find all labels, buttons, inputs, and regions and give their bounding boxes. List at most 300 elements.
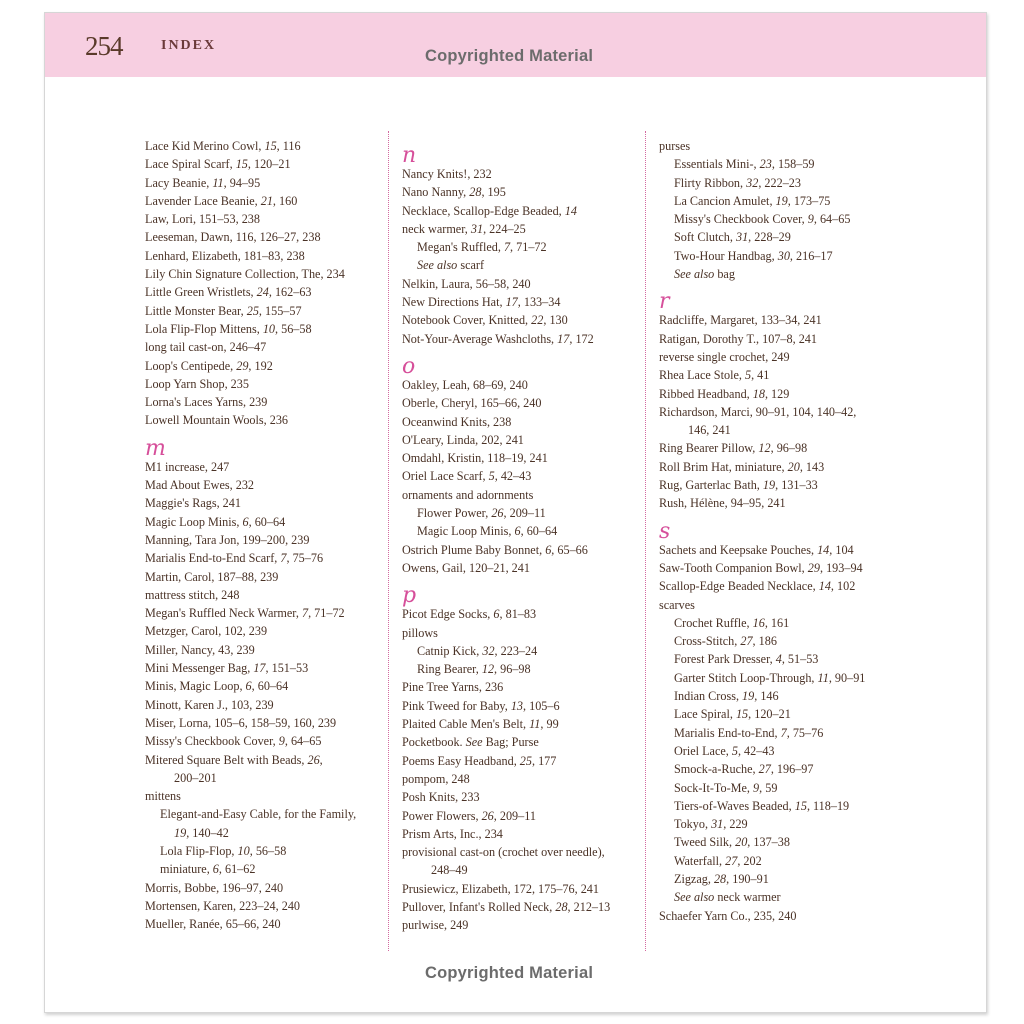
index-entry bbox=[402, 376, 638, 394]
index-subentry bbox=[659, 228, 899, 246]
entry-italic: 25 bbox=[246, 303, 259, 318]
index-entry bbox=[402, 311, 638, 329]
entry-pages: , 56–58 bbox=[249, 843, 287, 858]
entry-text: Ostrich Plume Baby Bonnet, bbox=[402, 542, 546, 557]
entry-italic: 27 bbox=[725, 853, 738, 868]
index-subentry bbox=[659, 852, 899, 870]
entry-text: Little Monster Bear, bbox=[145, 303, 247, 318]
index-entry bbox=[145, 155, 381, 173]
index-subentry bbox=[659, 614, 899, 632]
entry-text: Roll Brim Hat, miniature, bbox=[659, 459, 788, 474]
index-entry-continuation bbox=[145, 824, 381, 842]
entry-text: Ribbed Headband, bbox=[659, 386, 753, 401]
index-entry bbox=[659, 476, 899, 494]
entry-italic: 32 bbox=[482, 643, 495, 658]
entry-text: Mortensen, Karen, 223–24, 240 bbox=[145, 898, 301, 913]
entry-text: Power Flowers, bbox=[402, 808, 482, 823]
entry-italic: 23 bbox=[759, 157, 772, 172]
index-entry bbox=[145, 357, 381, 375]
entry-pages: , 120–21 bbox=[748, 707, 791, 722]
entry-pages: , 60–64 bbox=[248, 514, 286, 529]
entry-italic: 19 bbox=[762, 478, 776, 493]
entry-text: scarves bbox=[659, 597, 695, 612]
index-entry bbox=[145, 897, 381, 915]
entry-pages: , 42–43 bbox=[494, 469, 532, 484]
entry-text: Scallop-Edge Beaded Necklace, bbox=[659, 579, 819, 594]
entry-italic: 29 bbox=[236, 358, 249, 373]
entry-pages: , 160 bbox=[272, 193, 298, 208]
section-title: INDEX bbox=[161, 38, 217, 53]
letter-heading: s bbox=[659, 518, 671, 544]
entry-pages: , 64–65 bbox=[284, 734, 322, 749]
entry-pages: , 75–76 bbox=[286, 551, 324, 566]
index-subentry bbox=[402, 238, 638, 256]
entry-text: Oceanwind Knits, 238 bbox=[402, 414, 512, 429]
entry-text: Zigzag, bbox=[674, 871, 714, 886]
index-subentry bbox=[659, 192, 899, 210]
entry-italic: 9 bbox=[753, 780, 760, 795]
entry-text: Smock-a-Ruche, bbox=[674, 762, 759, 777]
index-entry bbox=[145, 375, 381, 393]
entry-text: reverse single crochet, 249 bbox=[659, 349, 790, 364]
entry-italic: 14 bbox=[818, 579, 831, 594]
entry-text: Radcliffe, Margaret, 133–34, 241 bbox=[659, 313, 822, 328]
entry-pages: , 75–76 bbox=[786, 725, 824, 740]
entry-pages: , 94–95 bbox=[223, 175, 261, 190]
entry-text: provisional cast-on (crochet over needle), bbox=[402, 845, 605, 860]
entry-italic: 20 bbox=[735, 835, 748, 850]
entry-italic: 26 bbox=[307, 752, 320, 767]
entry-italic: 12 bbox=[481, 662, 495, 677]
index-entry bbox=[402, 825, 638, 843]
entry-text: Nelkin, Laura, 56–58, 240 bbox=[402, 276, 531, 291]
index-entry bbox=[145, 787, 381, 805]
entry-italic: 14 bbox=[817, 542, 830, 557]
entry-text: Megan's Ruffled, bbox=[417, 240, 504, 255]
entry-italic: 11 bbox=[212, 175, 224, 190]
entry-pages: , 146 bbox=[754, 689, 779, 704]
entry-text: Nano Nanny, bbox=[402, 185, 470, 200]
index-entry bbox=[145, 513, 381, 531]
entry-text: Magic Loop Minis, bbox=[145, 514, 243, 529]
index-entry bbox=[402, 916, 638, 934]
entry-text: Loop's Centipede, bbox=[145, 358, 237, 373]
entry-text: Loop Yarn Shop, 235 bbox=[145, 376, 249, 391]
entry-pages: scarf bbox=[457, 258, 485, 273]
index-entry bbox=[145, 458, 381, 476]
entry-pages: , 202 bbox=[737, 853, 762, 868]
entry-pages: , 130 bbox=[543, 313, 568, 328]
index-entry bbox=[402, 541, 638, 559]
entry-italic: 31 bbox=[735, 230, 749, 245]
entry-italic: 26 bbox=[491, 506, 504, 521]
index-subentry bbox=[145, 860, 381, 878]
index-entry bbox=[145, 586, 381, 604]
entry-pages: , 133–34 bbox=[517, 295, 561, 310]
entry-italic: 31 bbox=[470, 221, 484, 236]
index-entry bbox=[402, 733, 638, 751]
index-entry bbox=[402, 413, 638, 431]
index-subentry bbox=[659, 724, 899, 742]
entry-text: Sock-It-To-Me, bbox=[674, 780, 754, 795]
entry-text: Miser, Lorna, 105–6, 158–59, 160, 239 bbox=[145, 715, 337, 730]
entry-italic: 17 bbox=[557, 331, 570, 346]
entry-text: Morris, Bobbe, 196–97, 240 bbox=[145, 880, 284, 895]
entry-pages: , 116 bbox=[276, 139, 301, 153]
entry-text: Catnip Kick, bbox=[417, 643, 483, 658]
index-entry bbox=[402, 467, 638, 485]
index-subentry bbox=[659, 210, 899, 228]
index-entry bbox=[402, 394, 638, 412]
index-entry bbox=[402, 275, 638, 293]
index-entry bbox=[402, 788, 638, 806]
entry-text: Missy's Checkbook Cover, bbox=[674, 212, 808, 227]
index-subentry bbox=[659, 669, 899, 687]
entry-text: La Cancion Amulet, bbox=[674, 193, 776, 208]
index-entry bbox=[402, 220, 638, 238]
entry-pages: , 193–94 bbox=[819, 560, 863, 575]
entry-pages: , 186 bbox=[752, 634, 777, 649]
entry-italic: 24 bbox=[256, 285, 269, 300]
index-subentry bbox=[145, 842, 381, 860]
index-entry-continuation bbox=[145, 769, 381, 787]
index-entry bbox=[145, 915, 381, 933]
index-entry bbox=[402, 697, 638, 715]
entry-italic: 28 bbox=[469, 185, 482, 200]
entry-italic: See also bbox=[674, 890, 715, 905]
entry-pages: neck warmer bbox=[714, 890, 781, 905]
entry-italic: 5 bbox=[744, 368, 752, 383]
entry-pages: , 195 bbox=[481, 185, 506, 200]
index-subentry bbox=[402, 642, 638, 660]
entry-text: Nancy Knits!, 232 bbox=[402, 167, 492, 181]
index-subentry bbox=[659, 247, 899, 265]
index-entry bbox=[659, 494, 899, 512]
entry-italic: 19 bbox=[742, 689, 755, 704]
index-entry bbox=[402, 431, 638, 449]
entry-pages: , 137–38 bbox=[747, 835, 790, 850]
entry-pages: , 173–75 bbox=[787, 193, 831, 208]
entry-text: Prusiewicz, Elizabeth, 172, 175–76, 241 bbox=[402, 881, 599, 896]
index-entry bbox=[145, 476, 381, 494]
entry-text: Elegant-and-Easy Cable, for the Family, bbox=[160, 807, 357, 822]
index-entry bbox=[659, 907, 899, 925]
entry-text: Picot Edge Socks, bbox=[402, 607, 494, 622]
index-entry bbox=[145, 210, 381, 228]
index-column-2 bbox=[402, 137, 638, 935]
entry-text: Martin, Carol, 187–88, 239 bbox=[145, 569, 279, 584]
entry-text: Oakley, Leah, 68–69, 240 bbox=[402, 377, 528, 392]
entry-italic: 19 bbox=[174, 825, 187, 840]
entry-italic: 21 bbox=[260, 193, 273, 208]
entry-italic: 27 bbox=[758, 762, 771, 777]
entry-pages: , 222–23 bbox=[758, 175, 801, 190]
index-entry bbox=[145, 732, 381, 750]
index-subentry bbox=[659, 815, 899, 833]
index-entry bbox=[659, 458, 899, 476]
entry-text: Manning, Tara Jon, 199–200, 239 bbox=[145, 532, 310, 547]
page-number: 254 bbox=[85, 31, 123, 61]
entry-italic: 7 bbox=[780, 725, 787, 740]
entry-text: purlwise, 249 bbox=[402, 918, 469, 933]
index-entry bbox=[402, 678, 638, 696]
entry-italic: 5 bbox=[731, 743, 738, 758]
index-entry bbox=[402, 293, 638, 311]
entry-text: Metzger, Carol, 102, 239 bbox=[145, 624, 268, 639]
index-entry bbox=[659, 577, 899, 595]
entry-text: Necklace, Scallop-Edge Beaded, bbox=[402, 203, 565, 218]
entry-text: Not-Your-Average Washcloths, bbox=[402, 331, 558, 346]
index-entry bbox=[402, 165, 638, 183]
entry-text: Maggie's Rags, 241 bbox=[145, 496, 241, 511]
entry-pages: , 151–53 bbox=[265, 661, 309, 676]
entry-text: Little Green Wristlets, bbox=[145, 285, 257, 300]
index-entry bbox=[145, 320, 381, 338]
entry-pages: , 172 bbox=[569, 331, 594, 346]
entry-text: miniature, bbox=[160, 862, 213, 877]
index-subentry bbox=[659, 705, 899, 723]
index-entry bbox=[402, 202, 638, 220]
entry-italic: 28 bbox=[713, 871, 727, 886]
entry-pages: Bag; Purse bbox=[482, 735, 539, 750]
watermark-bottom: Copyrighted Material bbox=[425, 964, 594, 982]
entry-pages: , 96–98 bbox=[494, 662, 531, 677]
index-entry bbox=[402, 880, 638, 898]
entry-text: Mad About Ewes, 232 bbox=[145, 478, 255, 493]
entry-pages: , 131–33 bbox=[775, 478, 818, 493]
entry-text: Oriel Lace Scarf, bbox=[402, 469, 489, 484]
entry-italic: 6 bbox=[493, 607, 500, 622]
index-subentry bbox=[402, 660, 638, 678]
entry-text: Pullover, Infant's Rolled Neck, bbox=[402, 899, 556, 914]
entry-text: ornaments and adornments bbox=[402, 487, 534, 502]
index-entry bbox=[402, 624, 638, 642]
entry-italic: 29 bbox=[807, 560, 820, 575]
index-subentry bbox=[659, 779, 899, 797]
entry-text: Lace Spiral Scarf, bbox=[145, 157, 236, 172]
index-subentry bbox=[659, 155, 899, 173]
entry-text: Tweed Silk, bbox=[674, 835, 736, 850]
entry-pages: , 90–91 bbox=[828, 670, 866, 685]
entry-text: neck warmer, bbox=[402, 221, 471, 236]
entry-italic: 15 bbox=[735, 707, 749, 722]
entry-pages: , 118–19 bbox=[806, 798, 850, 813]
entry-pages: , 209–11 bbox=[493, 808, 536, 823]
entry-italic: 9 bbox=[807, 212, 814, 227]
entry-italic: 19 bbox=[775, 193, 788, 208]
column-divider bbox=[388, 131, 389, 951]
entry-text: Notebook Cover, Knitted, bbox=[402, 313, 532, 328]
index-entry bbox=[145, 604, 381, 622]
index-entry bbox=[402, 752, 638, 770]
entry-text: Prism Arts, Inc., 234 bbox=[402, 826, 503, 841]
index-entry bbox=[145, 174, 381, 192]
entry-text: Lola Flip-Flop, bbox=[160, 843, 238, 858]
entry-text: Mueller, Ranée, 65–66, 240 bbox=[145, 917, 281, 932]
entry-pages: , 104 bbox=[829, 542, 854, 557]
entry-text: Soft Clutch, bbox=[674, 230, 736, 245]
entry-italic: 13 bbox=[510, 698, 524, 713]
entry-italic: 20 bbox=[787, 459, 800, 474]
entry-text: Ring Bearer, bbox=[417, 662, 482, 677]
index-entry bbox=[145, 879, 381, 897]
index-entry bbox=[145, 338, 381, 356]
entry-italic: 9 bbox=[278, 734, 285, 749]
entry-italic: 5 bbox=[488, 469, 495, 484]
entry-text: Minis, Magic Loop, bbox=[145, 679, 246, 694]
entry-italic: 15 bbox=[794, 798, 807, 813]
entry-pages: , 59 bbox=[759, 780, 778, 795]
entry-text: Tiers-of-Waves Beaded, bbox=[674, 798, 795, 813]
entry-italic: 11 bbox=[529, 717, 541, 732]
entry-text: Lavender Lace Beanie, bbox=[145, 193, 261, 208]
entry-italic: 7 bbox=[301, 606, 309, 621]
index-entry bbox=[659, 366, 899, 384]
entry-text: Poems Easy Headband, bbox=[402, 753, 520, 768]
index-entry bbox=[402, 770, 638, 788]
entry-text: 200–201 bbox=[174, 770, 217, 785]
entry-text: Marialis End-to-End, bbox=[674, 725, 781, 740]
entry-pages: , 161 bbox=[764, 615, 790, 630]
index-entry bbox=[145, 228, 381, 246]
entry-italic: 6 bbox=[242, 514, 249, 529]
entry-pages: , 102 bbox=[830, 579, 856, 594]
header-band bbox=[45, 13, 986, 77]
entry-pages: , 196–97 bbox=[770, 762, 814, 777]
entry-text: Missy's Checkbook Cover, bbox=[145, 734, 279, 749]
entry-pages: , 223–24 bbox=[494, 643, 538, 658]
entry-pages: , 162–63 bbox=[268, 285, 312, 300]
index-entry bbox=[145, 265, 381, 283]
entry-text: pompom, 248 bbox=[402, 771, 470, 786]
entry-pages: , 192 bbox=[248, 358, 273, 373]
entry-text: Essentials Mini-, bbox=[674, 157, 760, 172]
entry-text: O'Leary, Linda, 202, 241 bbox=[402, 432, 524, 447]
index-entry bbox=[145, 531, 381, 549]
entry-pages: , 177 bbox=[531, 753, 557, 768]
index-entry bbox=[402, 449, 638, 467]
entry-text: Pine Tree Yarns, 236 bbox=[402, 680, 504, 695]
index-subentry bbox=[659, 742, 899, 760]
entry-text: Indian Cross, bbox=[674, 689, 743, 704]
index-entry bbox=[145, 677, 381, 695]
entry-pages: , 143 bbox=[799, 459, 825, 474]
index-entry bbox=[659, 311, 899, 329]
entry-italic: 16 bbox=[752, 615, 765, 630]
index-subentry bbox=[659, 870, 899, 888]
letter-heading: m bbox=[145, 435, 166, 461]
index-entry bbox=[145, 411, 381, 429]
entry-text: New Directions Hat, bbox=[402, 295, 506, 310]
entry-italic: 15 bbox=[264, 139, 277, 153]
entry-pages: , bbox=[319, 752, 323, 767]
entry-pages: , 224–25 bbox=[483, 221, 526, 236]
entry-pages: , 129 bbox=[764, 386, 790, 401]
entry-italic: 12 bbox=[758, 441, 771, 456]
entry-text: Law, Lori, 151–53, 238 bbox=[145, 212, 260, 227]
entry-text: Lorna's Laces Yarns, 239 bbox=[145, 395, 268, 410]
entry-text: Ring Bearer Pillow, bbox=[659, 441, 759, 456]
entry-italic: 6 bbox=[245, 679, 252, 694]
entry-text: Sachets and Keepsake Pouches, bbox=[659, 542, 818, 557]
entry-text: long tail cast-on, 246–47 bbox=[145, 340, 267, 355]
entry-text: Megan's Ruffled Neck Warmer, bbox=[145, 606, 302, 621]
entry-text: Minott, Karen J., 103, 239 bbox=[145, 697, 274, 712]
entry-italic: 6 bbox=[514, 524, 521, 539]
entry-italic: 26 bbox=[481, 808, 494, 823]
entry-text: Plaited Cable Men's Belt, bbox=[402, 717, 530, 732]
entry-italic: 10 bbox=[237, 843, 250, 858]
index-entry bbox=[402, 183, 638, 201]
index-entry-continuation bbox=[659, 421, 899, 439]
entry-pages: , 105–6 bbox=[523, 698, 560, 713]
index-entry bbox=[145, 696, 381, 714]
index-entry bbox=[145, 549, 381, 567]
entry-italic: 31 bbox=[711, 817, 724, 832]
index-subentry bbox=[659, 760, 899, 778]
entry-text: Pink Tweed for Baby, bbox=[402, 698, 511, 713]
entry-italic: 32 bbox=[746, 175, 759, 190]
entry-text: Oberle, Cheryl, 165–66, 240 bbox=[402, 396, 542, 411]
index-entry bbox=[145, 714, 381, 732]
entry-pages: , 42–43 bbox=[737, 743, 775, 758]
entry-text: Lace Spiral, bbox=[674, 707, 736, 722]
entry-pages: , 190–91 bbox=[726, 871, 769, 886]
index-entry bbox=[659, 596, 899, 614]
index-subentry bbox=[659, 888, 899, 906]
entry-pages: , 155–57 bbox=[258, 303, 302, 318]
entry-text: Tokyo, bbox=[674, 817, 712, 832]
entry-text: Rhea Lace Stole, bbox=[659, 368, 745, 383]
entry-pages: , 212–13 bbox=[567, 899, 611, 914]
entry-italic: 15 bbox=[235, 157, 248, 172]
index-entry bbox=[402, 715, 638, 733]
entry-pages: , 229 bbox=[723, 817, 748, 832]
index-entry bbox=[402, 330, 638, 348]
entry-text: Omdahl, Kristin, 118–19, 241 bbox=[402, 451, 548, 466]
entry-italic: 17 bbox=[253, 661, 266, 676]
entry-italic: 25 bbox=[519, 753, 532, 768]
entry-pages: , 64–65 bbox=[813, 212, 851, 227]
index-entry bbox=[145, 283, 381, 301]
entry-text: Flirty Ribbon, bbox=[674, 175, 747, 190]
column-divider bbox=[645, 131, 646, 951]
letter-heading: o bbox=[402, 353, 416, 379]
index-entry bbox=[659, 403, 899, 421]
entry-pages: , 140–42 bbox=[186, 825, 229, 840]
index-entry bbox=[402, 486, 638, 504]
index-entry bbox=[402, 843, 638, 861]
letter-heading: n bbox=[402, 143, 417, 168]
entry-pages: , 228–29 bbox=[748, 230, 791, 245]
index-column-1 bbox=[145, 137, 381, 933]
index-entry bbox=[145, 622, 381, 640]
entry-italic: 6 bbox=[212, 862, 219, 877]
entry-text: Waterfall, bbox=[674, 853, 726, 868]
index-subentry bbox=[659, 687, 899, 705]
entry-text: Crochet Ruffle, bbox=[674, 615, 753, 630]
index-entry bbox=[145, 192, 381, 210]
entry-text: Lace Kid Merino Cowl, bbox=[145, 139, 265, 153]
entry-pages: , 99 bbox=[540, 717, 559, 732]
entry-text: pillows bbox=[402, 625, 438, 640]
entry-text: Rug, Garterlac Bath, bbox=[659, 478, 763, 493]
index-subentry bbox=[402, 522, 638, 540]
index-entry bbox=[145, 659, 381, 677]
entry-text: purses bbox=[659, 139, 691, 153]
entry-text: 146, 241 bbox=[688, 423, 731, 438]
index-entry bbox=[145, 247, 381, 265]
